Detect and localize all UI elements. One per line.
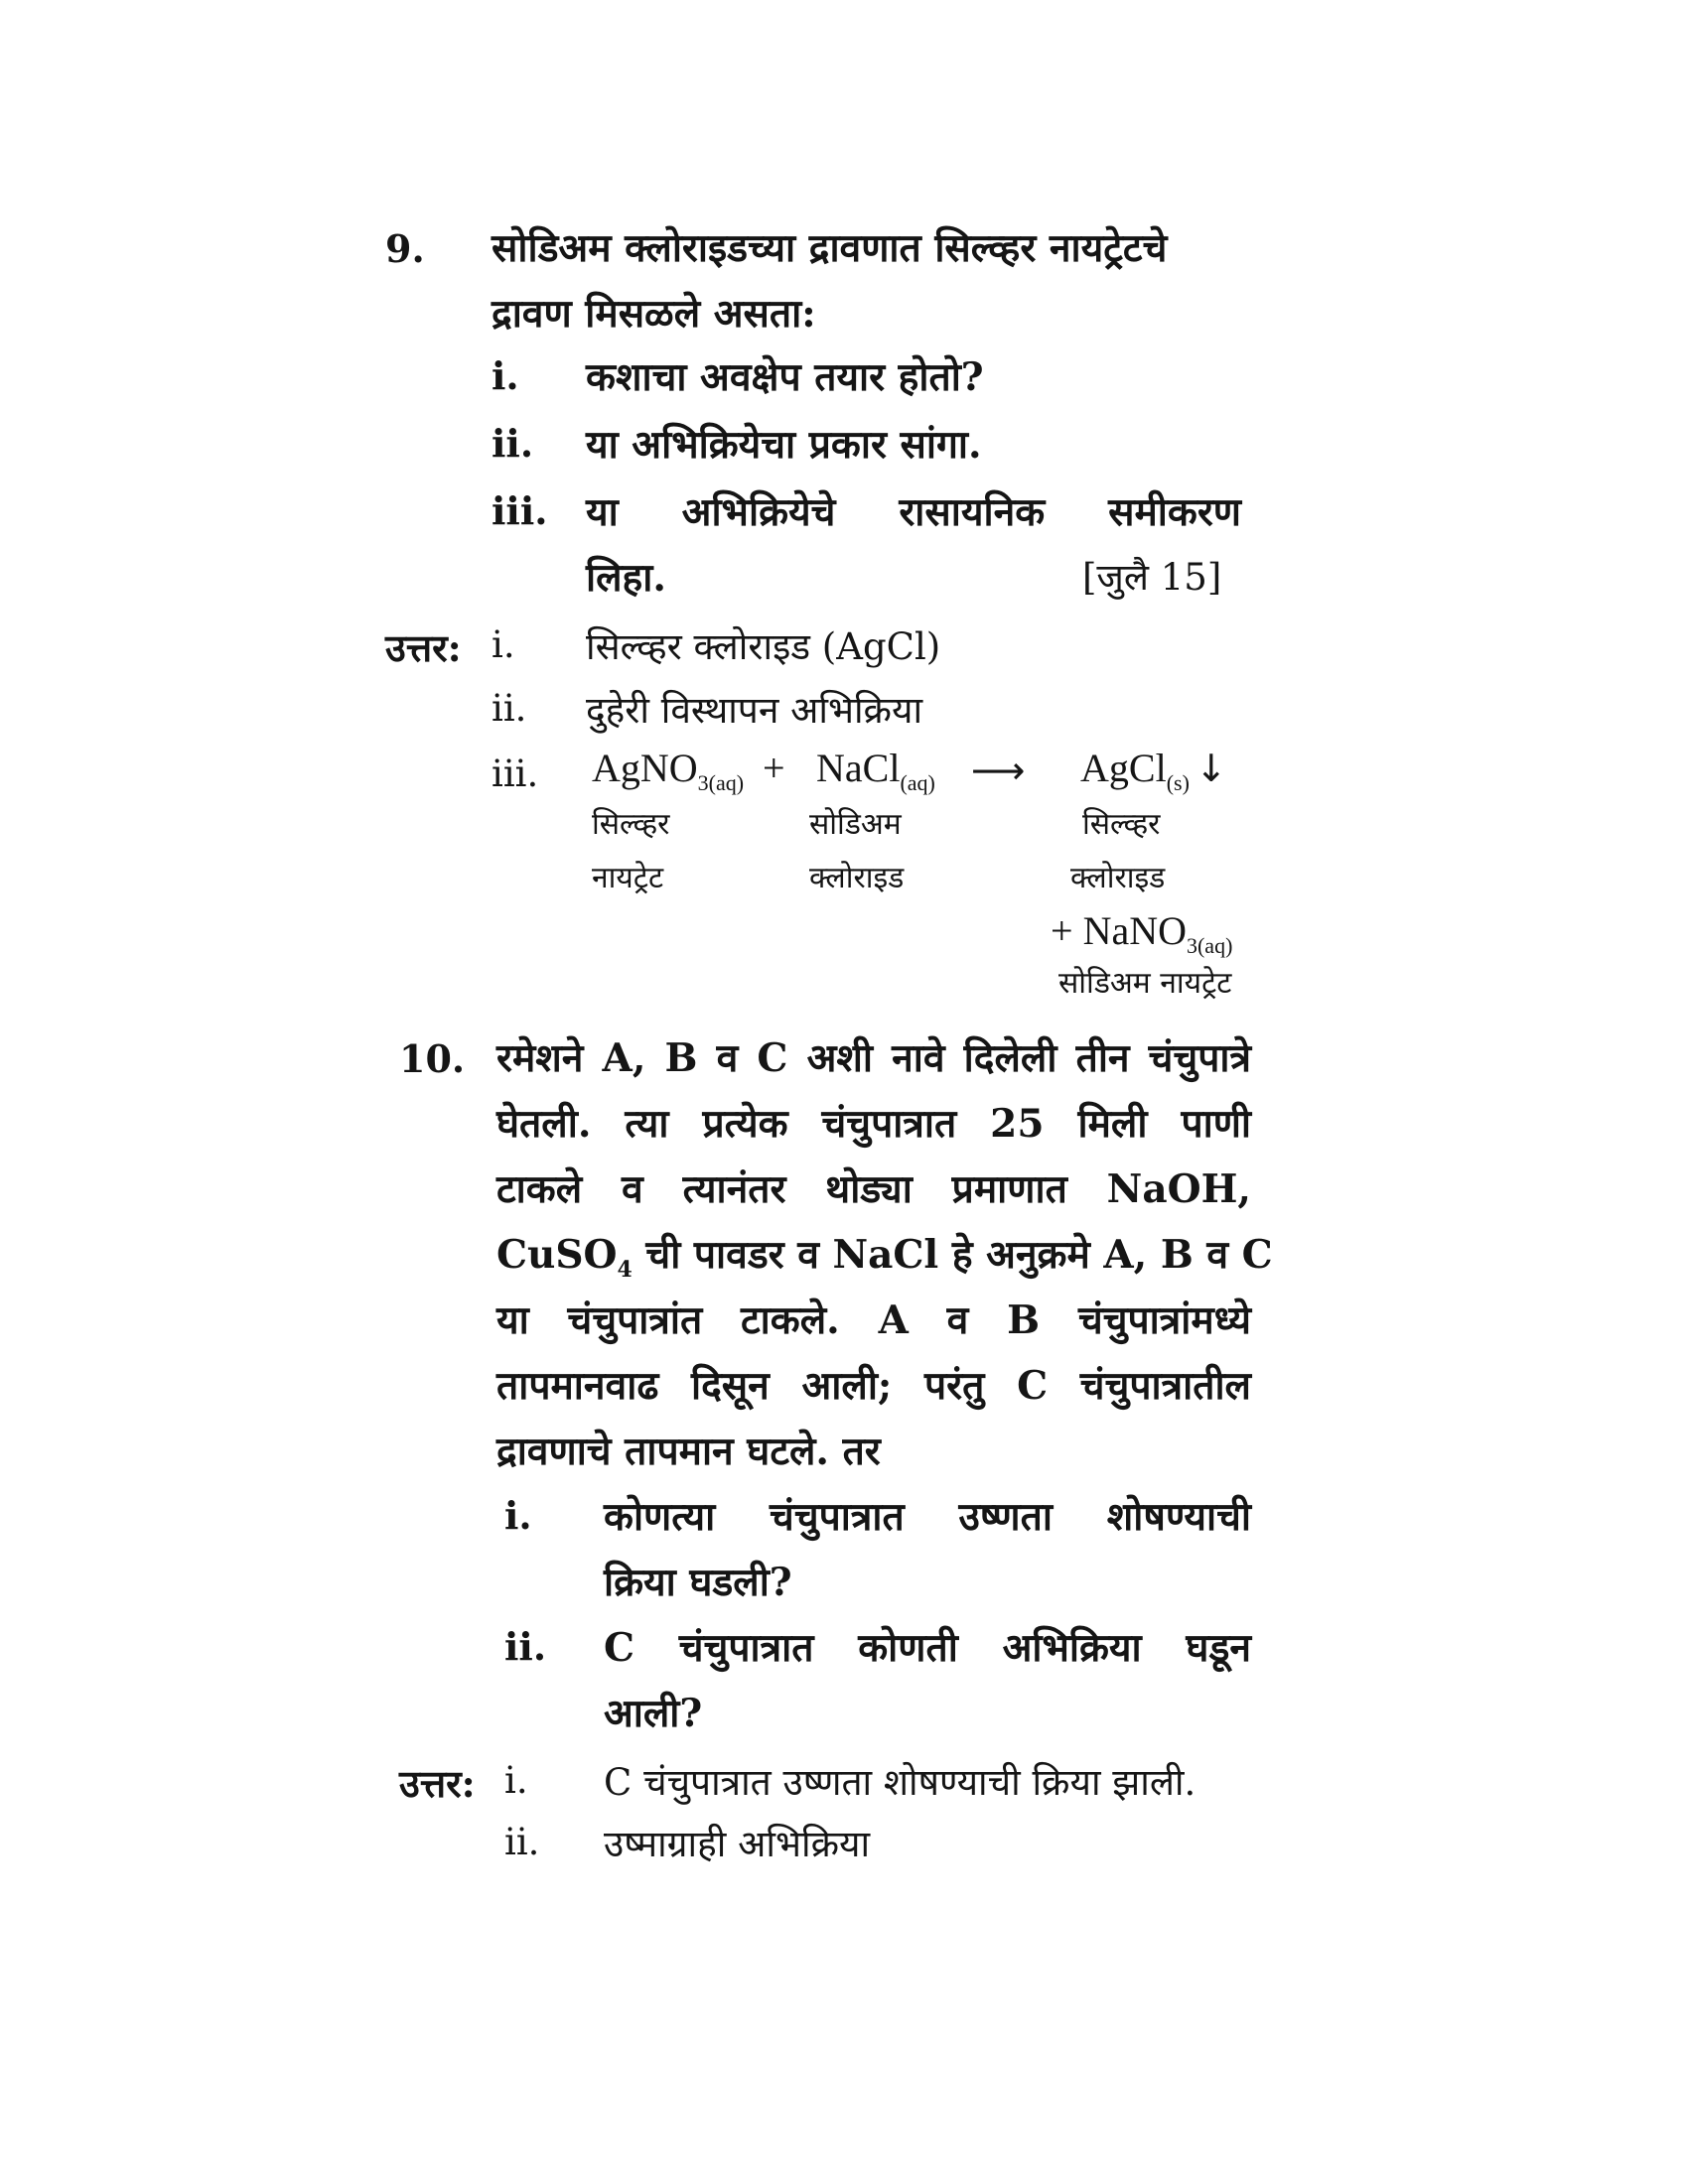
question-9-sub-iii-line-2: लिहा. bbox=[586, 555, 666, 601]
reactant-2-name-line-1: सोडिअम bbox=[809, 807, 902, 842]
reactant-2-name-line-2: क्लोराइड bbox=[809, 861, 905, 895]
question-9-number: 9. bbox=[385, 226, 425, 271]
precipitate-down-arrow-icon: ↓ bbox=[1195, 747, 1227, 790]
answer-9-i-number: i. bbox=[492, 623, 515, 666]
question-10-line-2: घेतली. त्या प्रत्येक चंचुपात्रात 25 मिली पाणी bbox=[496, 1101, 1251, 1147]
question-10-line-1: रमेशने A, B व C अशी नावे दिलेली तीन चंचुपात्रे bbox=[496, 1035, 1251, 1081]
question-10-line-4: CuSO$_4$ ची पावडर व NaCl हे अनुक्रमे A, B व C bbox=[496, 1232, 1273, 1283]
question-9-sub-i-number: i. bbox=[492, 353, 519, 398]
answer-10-i-text: C चंचुपात्रात उष्णता शोषण्याची क्रिया झाली. bbox=[604, 1761, 1196, 1804]
question-10-line-6: तापमानवाढ दिसून आली; परंतु C चंचुपात्रातील bbox=[496, 1363, 1251, 1409]
question-9-sub-iii-line-1: या अभिक्रियेचे रासायनिक समीकरण bbox=[586, 489, 1241, 535]
equation-reactant-sodium-chloride: NaCl$_{(aq)}$ bbox=[816, 746, 935, 795]
product-1-name-line-1: सिल्व्हर bbox=[1082, 807, 1161, 842]
answer-9-iii-number: iii. bbox=[492, 752, 539, 795]
product-2-name: सोडिअम नायट्रेट bbox=[1058, 966, 1232, 1001]
product-1-name-line-2: क्लोराइड bbox=[1070, 861, 1166, 895]
equation-plus-1: + bbox=[763, 746, 785, 790]
answer-10-i-number: i. bbox=[504, 1759, 528, 1802]
answer-9-ii-text: दुहेरी विस्थापन अभिक्रिया bbox=[586, 689, 923, 732]
answer-9-label: उत्तर: bbox=[385, 625, 462, 670]
question-9-line-1: सोडिअम क्लोराइडच्या द्रावणात सिल्व्हर नायट्रेटचे bbox=[492, 225, 1168, 271]
question-9-line-2: द्रावण मिसळले असता: bbox=[492, 291, 816, 337]
question-9-sub-ii-number: ii. bbox=[492, 421, 534, 466]
answer-10-ii-text: उष्माग्राही अभिक्रिया bbox=[604, 1823, 871, 1865]
question-9-sub-ii-text: या अभिक्रियेचा प्रकार सांगा. bbox=[586, 422, 982, 468]
answer-10-ii-number: ii. bbox=[504, 1821, 540, 1863]
question-10-line-7: द्रावणाचे तापमान घटले. तर bbox=[496, 1429, 881, 1474]
exam-date-tag: [जुलै 15] bbox=[1082, 556, 1222, 599]
question-9-sub-iii-number: iii. bbox=[492, 488, 548, 533]
answer-9-ii-number: ii. bbox=[492, 687, 527, 730]
question-10-sub-ii-line-2: आली? bbox=[604, 1691, 703, 1736]
question-10-sub-ii-line-1: C चंचुपात्रात कोणती अभिक्रिया घडून bbox=[604, 1625, 1251, 1671]
equation-arrow: ⟶ bbox=[971, 749, 1026, 792]
question-10-sub-i-line-1: कोणत्या चंचुपात्रात उष्णता शोषण्याची bbox=[604, 1494, 1251, 1540]
question-10-line-3: टाकले व त्यानंतर थोड्या प्रमाणात NaOH, bbox=[496, 1166, 1251, 1212]
reactant-1-name-line-2: नायट्रेट bbox=[592, 861, 664, 895]
equation-product-silver-chloride: AgCl$_{(s)}$ ↓ bbox=[1080, 746, 1227, 795]
answer-9-i-text: सिल्व्हर क्लोराइड (AgCl) bbox=[586, 625, 941, 668]
question-10-sub-i-number: i. bbox=[504, 1493, 532, 1538]
equation-product-sodium-nitrate: + NaNO$_{3(aq)}$ bbox=[1051, 908, 1233, 958]
question-10-sub-ii-number: ii. bbox=[504, 1624, 547, 1669]
answer-10-label: उत्तर: bbox=[399, 1761, 476, 1806]
question-9-sub-i-text: कशाचा अवक्षेप तयार होतो? bbox=[586, 354, 984, 400]
reactant-1-name-line-1: सिल्व्हर bbox=[592, 807, 670, 842]
equation-reactant-silver-nitrate: AgNO$_{3(aq)}$ bbox=[592, 746, 745, 795]
question-10-sub-i-line-2: क्रिया घडली? bbox=[604, 1560, 792, 1605]
question-10-line-5: या चंचुपात्रांत टाकले. A व B चंचुपात्रांमध्ये bbox=[496, 1297, 1251, 1343]
question-10-number: 10. bbox=[399, 1036, 466, 1081]
